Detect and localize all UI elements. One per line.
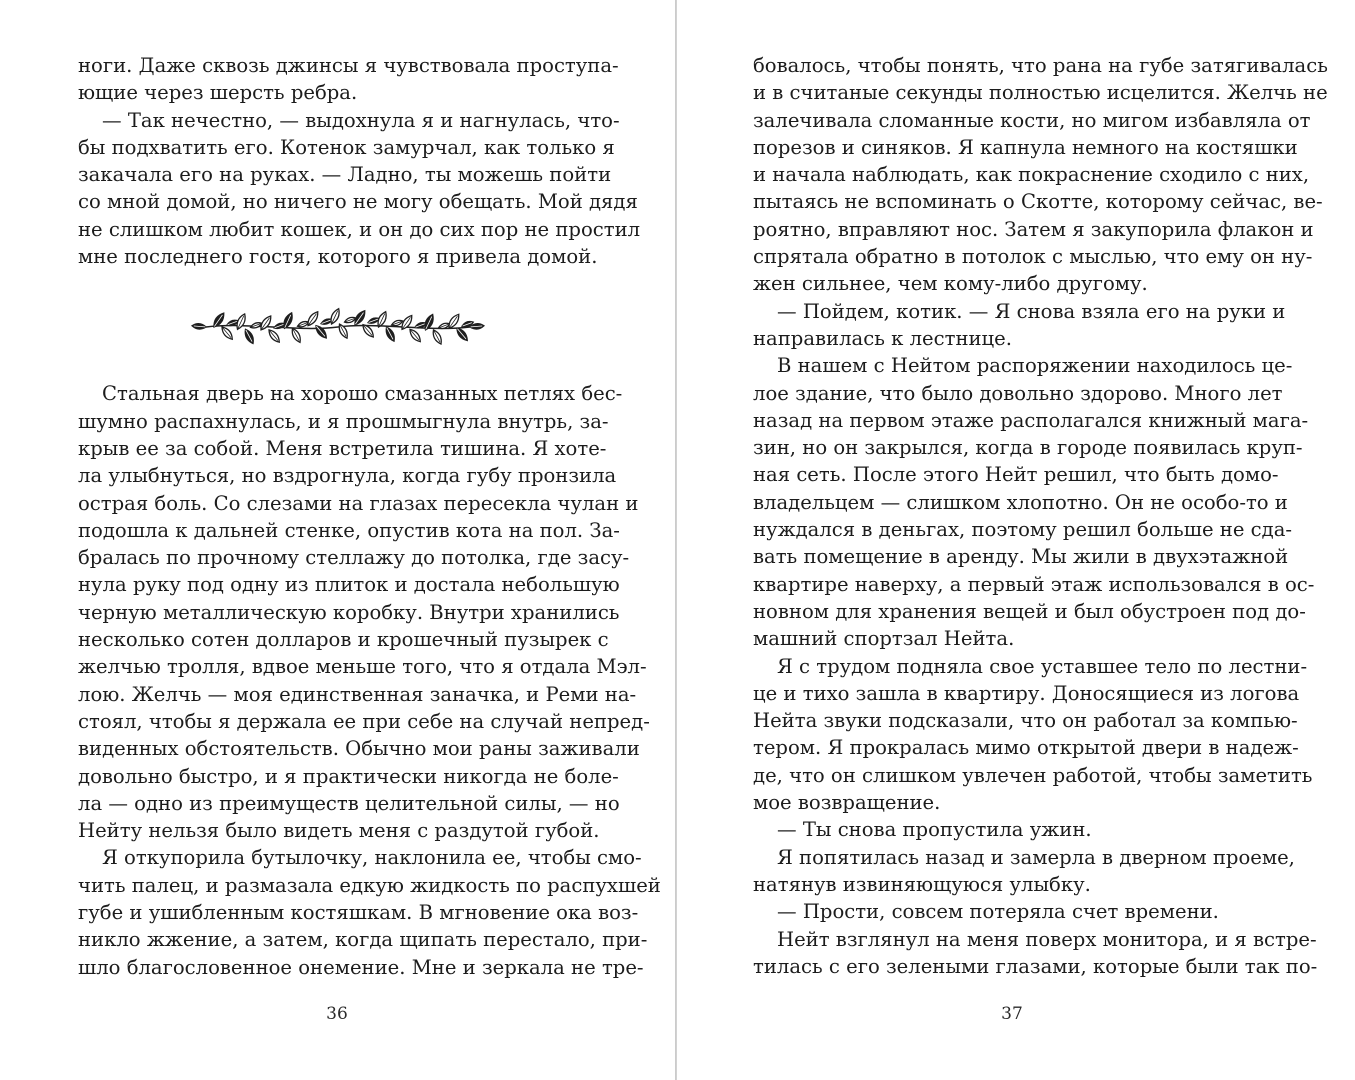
text-line: шумно распахнулась, и я прошмыгнула внутрь, за- xyxy=(78,409,609,433)
text-line: губе и ушибленным костяшкам. В мгновение ока воз- xyxy=(78,901,639,925)
text-line: спрятала обратно в потолок с мыслью, что ему он ну- xyxy=(753,245,1313,269)
page-gutter xyxy=(675,0,677,1080)
text-line: — Пойдем, котик. — Я снова взяла его на руки и xyxy=(777,299,1286,323)
text-line: шло благословенное онемение. Мне и зеркала не тре- xyxy=(78,955,644,979)
page-number-left: 36 xyxy=(326,1004,348,1024)
text-line: роятно, вправляют нос. Затем я закупорила флакон и xyxy=(753,217,1314,241)
text-line: назад на первом этаже располагался книжный мага- xyxy=(753,408,1309,432)
text-line: мне последнего гостя, которого я привела домой. xyxy=(78,245,598,269)
text-line: и в считаные секунды полностью исцелится. Желчь не xyxy=(753,81,1328,105)
left-page-text-bottom xyxy=(78,380,661,981)
right-page xyxy=(753,52,1328,980)
text-line: Нейт взглянул на меня поверх монитора, и я встре- xyxy=(777,927,1317,951)
text-line: зин, но он закрылся, когда в городе появилась круп- xyxy=(753,436,1303,460)
text-line: жен сильнее, чем кому-либо другому. xyxy=(753,272,1148,296)
text-line: черную металлическую коробку. Внутри хранились xyxy=(78,600,620,624)
text-line: залечивала сломанные кости, но мигом избавляла от xyxy=(753,108,1311,132)
text-line: владельцем — слишком хлопотно. Он не особо-то и xyxy=(753,490,1288,514)
text-line: — Ты снова пропустила ужин. xyxy=(777,818,1092,842)
text-line: ла — одно из преимуществ целительной силы, — но xyxy=(78,791,620,815)
text-line: новном для хранения вещей и был обустроен под до- xyxy=(753,599,1306,623)
text-line: Стальная дверь на хорошо смазанных петлях бес- xyxy=(102,382,623,406)
text-line: вать помещение в аренду. Мы жили в двухэтажной xyxy=(753,545,1289,569)
text-line: не слишком любит кошек, и он до сих пор не простил xyxy=(78,217,641,241)
text-line: со мной домой, но ничего не могу обещать. Мой дядя xyxy=(78,190,638,214)
text-line: — Так нечестно, — выдохнула я и нагнулась, что- xyxy=(102,108,620,132)
right-page-text xyxy=(753,52,1328,980)
text-line: чить палец, и размазала едкую жидкость по распухшей xyxy=(78,873,661,897)
text-line: це и тихо зашла в квартиру. Доносящиеся из логова xyxy=(753,681,1300,705)
text-line: де, что он слишком увлечен работой, чтобы заметить xyxy=(753,763,1313,787)
text-line: тером. Я прокралась мимо открытой двери в надеж- xyxy=(753,736,1299,760)
text-line: квартире наверху, а первый этаж использовался в ос- xyxy=(753,572,1315,596)
text-line: несколько сотен долларов и крошечный пузырек с xyxy=(78,628,609,652)
text-line: бралась по прочному стеллажу до потолка, где засу- xyxy=(78,546,630,570)
text-line: лою. Желчь — моя единственная заначка, и Реми на- xyxy=(78,682,637,706)
text-line: машний спортзал Нейта. xyxy=(753,627,1015,651)
left-page xyxy=(78,52,661,981)
text-line: лое здание, что было довольно здорово. Много лет xyxy=(753,381,1283,405)
text-line: тилась с его зелеными глазами, которые были так по- xyxy=(753,954,1318,978)
text-line: Я откупорила бутылочку, наклонила ее, чтобы смо- xyxy=(102,846,642,870)
text-line: Нейту нельзя было видеть меня с раздутой губой. xyxy=(78,819,600,843)
text-line: — Прости, совсем потеряла счет времени. xyxy=(777,900,1219,924)
left-page-text-top xyxy=(78,52,641,270)
text-line: довольно быстро, и я практически никогда не боле- xyxy=(78,764,619,788)
text-line: Нейта звуки подсказали, что он работал за компью- xyxy=(753,709,1298,733)
text-line: виденных обстоятельств. Обычно мои раны заживали xyxy=(78,737,640,761)
text-line: желчью тролля, вдвое меньше того, что я отдала Мэл- xyxy=(78,655,647,679)
text-line: нуждался в деньгах, поэтому решил больше не сда- xyxy=(753,518,1292,542)
page-number-right: 37 xyxy=(1001,1004,1023,1024)
text-line: подошла к дальней стенке, опустив кота на пол. За- xyxy=(78,518,620,542)
text-line: бы подхватить его. Котенок замурчал, как только я xyxy=(78,135,615,159)
text-line: закачала его на руках. — Ладно, ты можешь пойти xyxy=(78,163,612,187)
text-line: Я попятилась назад и замерла в дверном проеме, xyxy=(777,845,1295,869)
text-line: никло жжение, а затем, когда щипать перестало, при- xyxy=(78,928,648,952)
text-line: ла улыбнуться, но вздрогнула, когда губу пронзила xyxy=(78,464,617,488)
text-line: ющие через шерсть ребра. xyxy=(78,81,358,105)
text-line: стоял, чтобы я держала ее при себе на случай непред- xyxy=(78,709,650,733)
text-line: мое возвращение. xyxy=(753,791,941,815)
text-line: ная сеть. После этого Нейт решил, что быть домо- xyxy=(753,463,1279,487)
text-line: нула руку под одну из плиток и достала небольшую xyxy=(78,573,620,597)
text-line: направилась к лестнице. xyxy=(753,326,1012,350)
text-line: В нашем с Нейтом распоряжении находилось це- xyxy=(777,354,1293,378)
text-line: бовалось, чтобы понять, что рана на губе затягивалась xyxy=(753,54,1328,77)
text-line: острая боль. Со слезами на глазах пересекла чулан и xyxy=(78,491,639,515)
text-line: ноги. Даже сквозь джинсы я чувствовала проступа- xyxy=(78,54,619,77)
text-line: натянув извиняющуюся улыбку. xyxy=(753,872,1091,896)
text-line: порезов и синяков. Я капнула немного на костяшки xyxy=(753,135,1298,159)
laurel-vine-ornament-icon xyxy=(78,270,598,380)
text-line: Я с трудом подняла свое уставшее тело по лестни- xyxy=(777,654,1308,678)
text-line: пытаясь не вспоминать о Скотте, которому сейчас, ве- xyxy=(753,190,1323,214)
text-line: и начала наблюдать, как покраснение сходило с них, xyxy=(753,163,1310,187)
text-line: крыв ее за собой. Меня встретила тишина. Я хоте- xyxy=(78,436,607,460)
